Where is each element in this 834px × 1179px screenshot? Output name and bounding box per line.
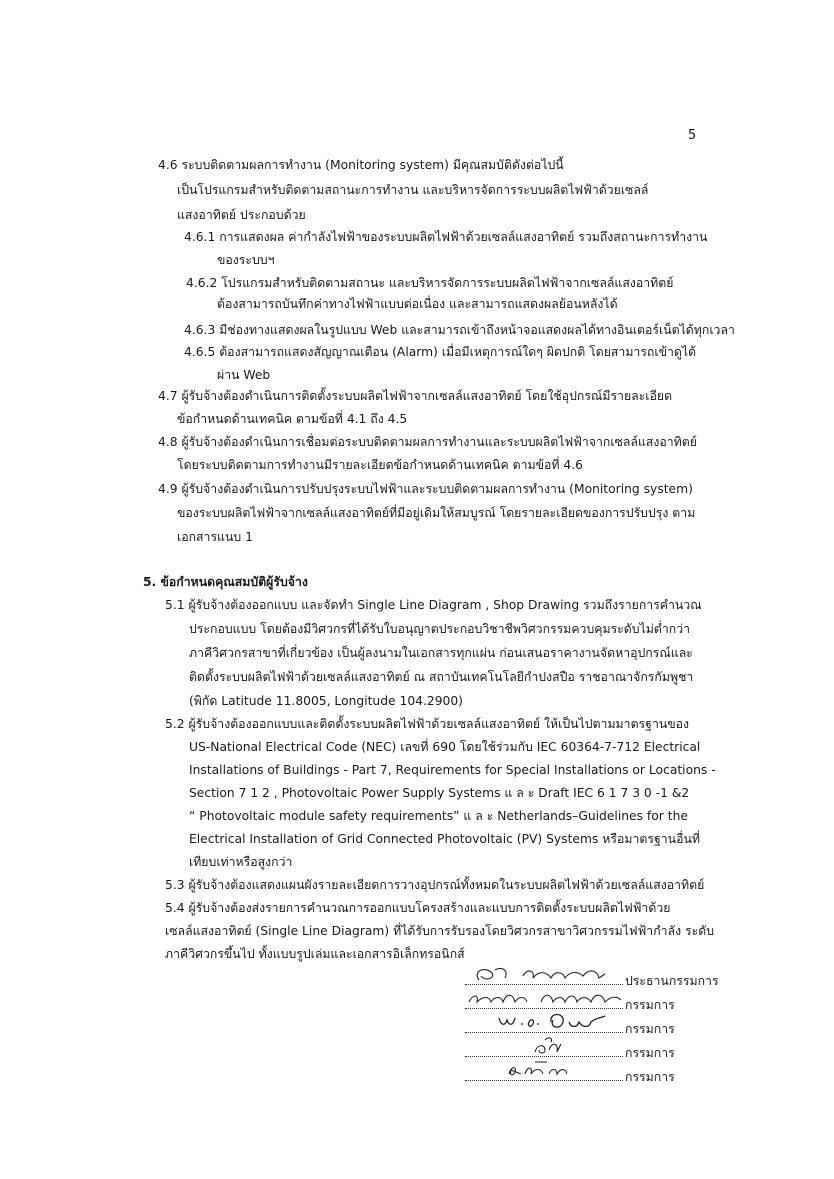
text-line: ภาคีวิศวกรสาขาที่เกี่ยวข้อง เป็นผู้ลงนามในเอกสารทุกแผ่น ก่อนเสนอราคางานจัดหาอุปกรณ์และ	[189, 646, 693, 660]
text-line: US-National Electrical Code (NEC) เลขที่ 690 โดยใช้ร่วมกับ IEC 60364-7-712 Electrical	[189, 740, 701, 754]
signature-role: กรรมการ	[625, 1046, 675, 1060]
text-line: 4.6.2 โปรแกรมสำหรับติดตามสถานะ และบริหารจัดการระบบผลิตไฟฟ้าจากเซลล์แสงอาทิตย์	[186, 276, 674, 290]
page-number: 5	[688, 128, 697, 143]
text-line: เอกสารแนบ 1	[177, 530, 253, 544]
signature-role: กรรมการ	[625, 1070, 675, 1084]
text-line: “ Photovoltaic module safety requirements” แ ล ะ Netherlands–Guidelines for the	[189, 809, 688, 823]
text-line: 5.2 ผู้รับจ้างต้องออกแบบและติดตั้งระบบผลิตไฟฟ้าด้วยเซลล์แสงอาทิตย์ ให้เป็นไปตามมาตรฐานของ	[165, 717, 690, 731]
section-heading: 5. ข้อกำหนดคุณสมบัติผู้รับจ้าง	[143, 575, 308, 589]
text-line: ข้อกำหนดด้านเทคนิค ตามข้อที่ 4.1 ถึง 4.5	[177, 412, 408, 426]
text-line: เทียบเท่าหรือสูงกว่า	[189, 855, 293, 869]
text-line: 4.6.1 การแสดงผล ค่ากำลังไฟฟ้าของระบบผลิตไฟฟ้าด้วยเซลล์แสงอาทิตย์ รวมถึงสถานะการทำงาน	[184, 230, 708, 244]
text-line: 4.7 ผู้รับจ้างต้องดำเนินการติดตั้งระบบผลิตไฟฟ้าจากเซลล์แสงอาทิตย์ โดยใช้อุปกรณ์มีรายละเอียด	[158, 389, 673, 403]
text-line: 4.6.3 มีช่องทางแสดงผลในรูปแบบ Web และสามารถเข้าถึงหน้าจอแสดงผลได้ทางอินเตอร์เน็ตได้ทุกเวลา	[184, 323, 735, 337]
text-line: 4.9 ผู้รับจ้างต้องดำเนินการปรับปรุงระบบไฟฟ้าและระบบติดตามผลการทำงาน (Monitoring system)	[158, 482, 693, 496]
text-line: 5.4 ผู้รับจ้างต้องส่งรายการคำนวณการออกแบบโครงสร้างและแบบการติดตั้งระบบผลิตไฟฟ้าด้วย	[165, 901, 671, 915]
handwritten-signature	[465, 1008, 625, 1034]
text-line: โดยระบบติดตามการทำงานมีรายละเอียดข้อกำหนดด้านเทคนิค ตามข้อที่ 4.6	[177, 458, 583, 472]
text-line: Section 7 1 2 , Photovoltaic Power Supply Systems แ ล ะ Draft IEC 6 1 7 3 0 -1 &2	[189, 786, 690, 800]
text-line: ประกอบแบบ โดยต้องมีวิศวกรที่ได้รับใบอนุญาตประกอบวิชาชีพวิศวกรรมควบคุมระดับไม่ต่ำกว่า	[189, 622, 691, 636]
text-line: 5.1 ผู้รับจ้างต้องออกแบบ และจัดทำ Single Line Diagram , Shop Drawing รวมถึงรายการคำนวณ	[165, 598, 702, 612]
text-line: ของระบบผลิตไฟฟ้าจากเซลล์แสงอาทิตย์ที่มีอยู่เดิมให้สมบูรณ์ โดยรายละเอียดของการปรับปรุง ตาม	[177, 506, 696, 520]
text-line: 4.6 ระบบติดตามผลการทำงาน (Monitoring system) มีคุณสมบัติดังต่อไปนี้	[158, 158, 564, 172]
text-line: แสงอาทิตย์ ประกอบด้วย	[177, 208, 306, 222]
text-line: ผ่าน Web	[217, 368, 271, 382]
signature-line	[465, 1068, 675, 1086]
text-line: เป็นโปรแกรมสำหรับติดตามสถานะการทำงาน และบริหารจัดการระบบผลิตไฟฟ้าด้วยเซลล์	[177, 183, 649, 197]
text-line: ติดตั้งระบบผลิตไฟฟ้าด้วยเซลล์แสงอาทิตย์ ณ สถาบันเทคโนโลยีกำปงสปือ ราชอาณาจักรกัมพูชา	[189, 670, 694, 684]
handwritten-signature	[465, 1056, 625, 1082]
text-line: ต้องสามารถบันทึกค่าทางไฟฟ้าแบบต่อเนื่อง และสามารถแสดงผลย้อนหลังได้	[217, 297, 618, 311]
handwritten-signature	[465, 1032, 625, 1058]
text-line: (พิกัด Latitude 11.8005, Longitude 104.2900)	[189, 694, 463, 708]
signature-role: กรรมการ	[625, 1022, 675, 1036]
text-line: ภาคีวิศวกรขึ้นไป ทั้งแบบรูปเล่มและเอกสารอิเล็กทรอนิกส์	[165, 947, 465, 961]
text-line: 4.8 ผู้รับจ้างต้องดำเนินการเชื่อมต่อระบบติดตามผลการทำงานและระบบผลิตไฟฟ้าจากเซลล์แสงอาทิตย์	[158, 435, 697, 449]
signature-role: ประธานกรรมการ	[625, 974, 719, 988]
handwritten-signature	[465, 984, 625, 1010]
text-line: ของระบบฯ	[217, 253, 275, 267]
text-line: Installations of Buildings - Part 7, Requirements for Special Installations or Locations -	[189, 763, 716, 777]
text-line: 4.6.5 ต้องสามารถแสดงสัญญาณเตือน (Alarm) เมื่อมีเหตุการณ์ใดๆ ผิดปกติ โดยสามารถเข้าดูได้	[184, 345, 697, 359]
text-line: Electrical Installation of Grid Connected Photovoltaic (PV) Systems หรือมาตรฐานอื่นที่	[189, 832, 700, 846]
text-line: 5.3 ผู้รับจ้างต้องแสดงแผนผังรายละเอียดการวางอุปกรณ์ทั้งหมดในระบบผลิตไฟฟ้าด้วยเซลล์แสงอาทิตย์	[165, 878, 705, 892]
text-line: เซลล์แสงอาทิตย์ (Single Line Diagram) ที่ได้รับการรับรองโดยวิศวกรสาขาวิศวกรรมไฟฟ้ากำลัง ระดับ	[165, 924, 715, 938]
handwritten-signature	[465, 960, 625, 986]
signature-role: กรรมการ	[625, 998, 675, 1012]
